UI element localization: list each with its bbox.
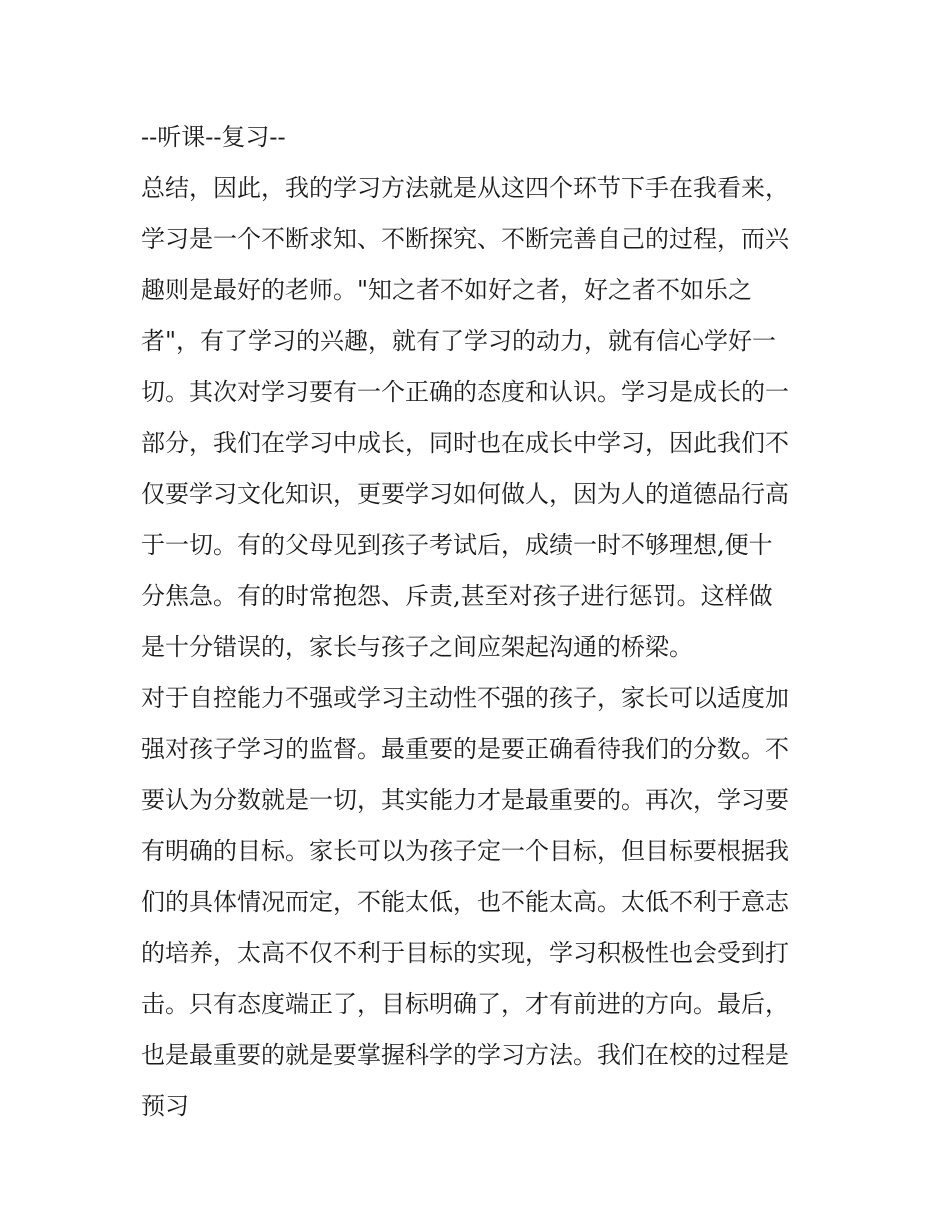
text-line: 有明确的目标。家长可以为孩子定一个目标，但目标要根据我 <box>141 837 789 865</box>
text-line: 仅要学习文化知识，更要学习如何做人，因为人的道德品行高 <box>141 480 789 508</box>
text-line: 切。其次对学习要有一个正确的态度和认识。学习是成长的一 <box>141 378 789 406</box>
text-line: 者"，有了学习的兴趣，就有了学习的动力，就有信心学好一 <box>141 327 777 355</box>
text-line: 趣则是最好的老师。"知之者不如好之者，好之者不如乐之 <box>141 276 753 304</box>
body-text <box>141 112 821 1132</box>
text-line: 的培养，太高不仅不利于目标的实现，学习积极性也会受到打 <box>141 939 789 967</box>
text-line: 要认为分数就是一切，其实能力才是最重要的。再次，学习要 <box>141 786 789 814</box>
text-line: 分焦急。有的时常抱怨、斥责,甚至对孩子进行惩罚。这样做 <box>141 582 773 610</box>
text-line: 总结，因此，我的学习方法就是从这四个环节下手在我看来， <box>141 174 789 202</box>
text-line-heading: --听课--复习-- <box>141 123 286 151</box>
text-line: 击。只有态度端正了，目标明确了，才有前进的方向。最后， <box>141 990 789 1018</box>
text-line: 强对孩子学习的监督。最重要的是要正确看待我们的分数。不 <box>141 735 789 763</box>
text-line: 们的具体情况而定，不能太低，也不能太高。太低不利于意志 <box>141 888 789 916</box>
text-line: 对于自控能力不强或学习主动性不强的孩子，家长可以适度加 <box>141 684 789 712</box>
text-line: 也是最重要的就是要掌握科学的学习方法。我们在校的过程是 <box>141 1041 789 1069</box>
text-line: 预习 <box>141 1092 189 1120</box>
text-line: 部分，我们在学习中成长，同时也在成长中学习，因此我们不 <box>141 429 789 457</box>
text-line: 是十分错误的，家长与孩子之间应架起沟通的桥梁。 <box>141 633 693 661</box>
text-line: 学习是一个不断求知、不断探究、不断完善自己的过程，而兴 <box>141 225 789 253</box>
text-line: 于一切。有的父母见到孩子考试后，成绩一时不够理想,便十 <box>141 531 773 559</box>
